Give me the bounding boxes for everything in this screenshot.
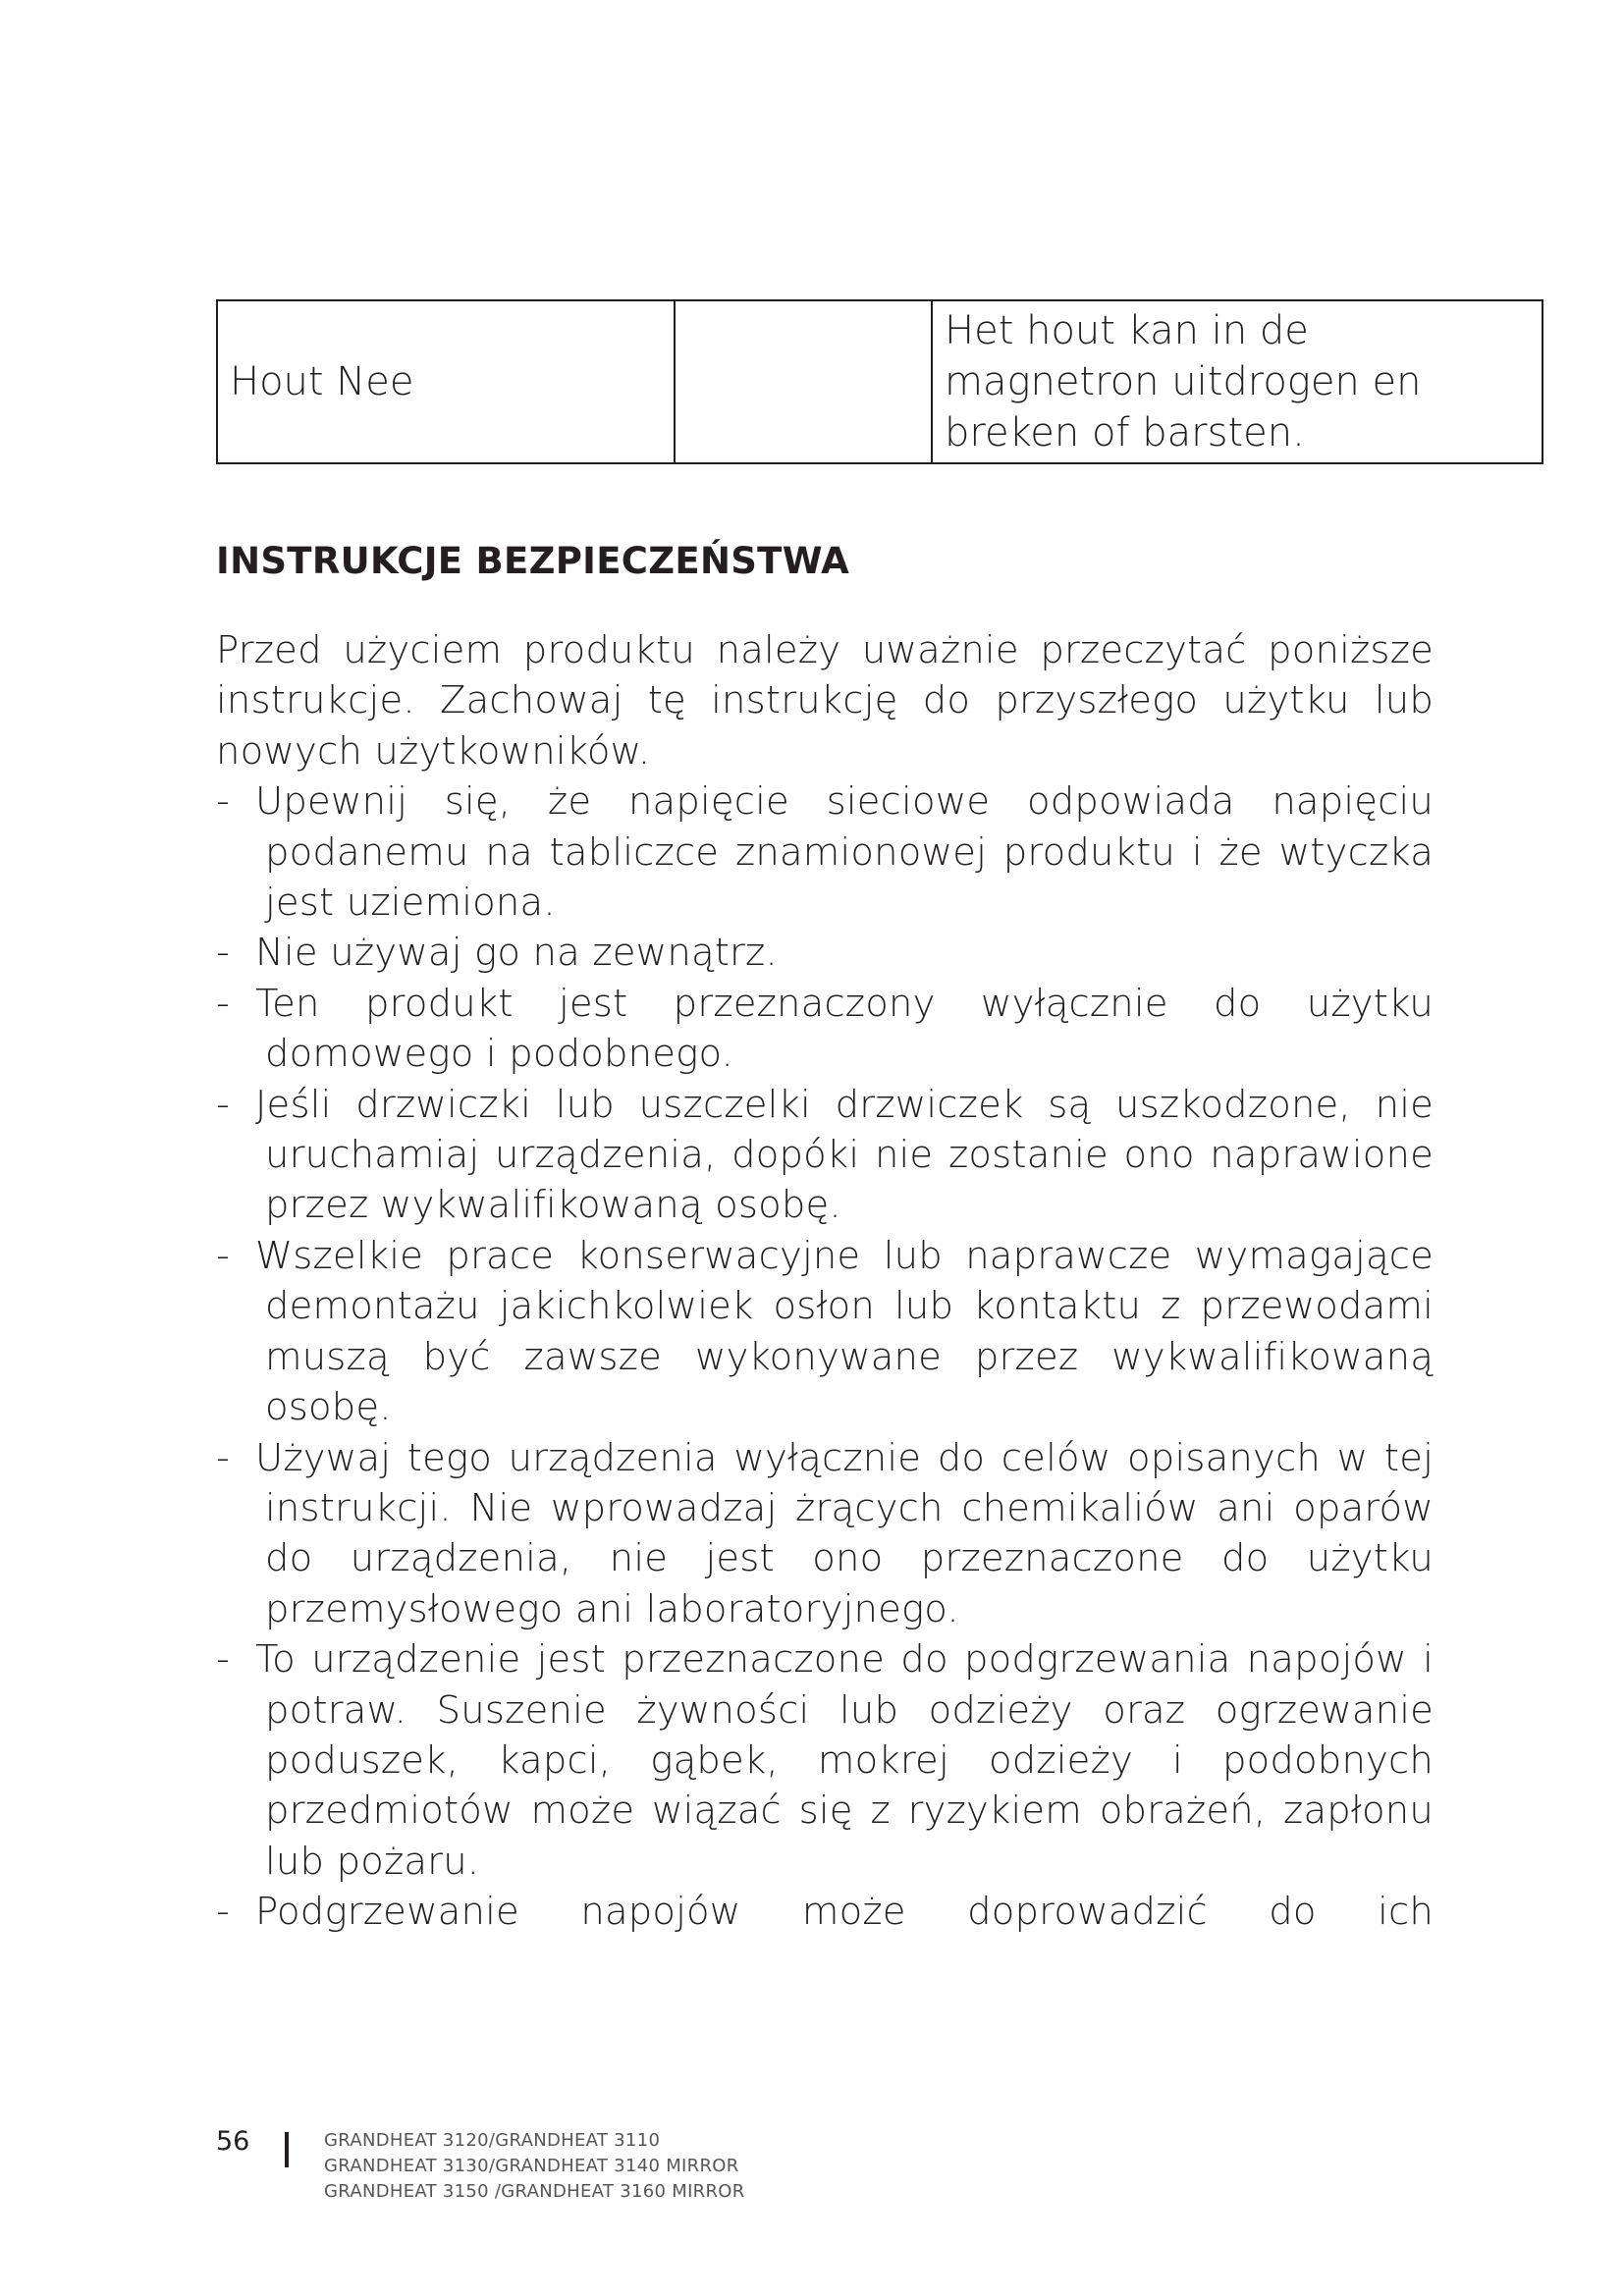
list-item-text: Ten produkt jest przeznaczony wyłącznie do użytku domowego i podobnego. (255, 981, 1434, 1077)
section-title: INSTRUKCJE BEZPIECZEŃSTWA (216, 540, 850, 582)
bullet-dash: - (216, 1233, 231, 1278)
bullet-dash: - (216, 1637, 231, 1682)
list-item-text: Upewnij się, że napięcie sieciowe odpowiada napięciu podanemu na tabliczce znamionowej produktu i że wtyczka jest uziemiona. (255, 779, 1434, 926)
list-item (216, 1887, 1434, 1937)
bullet-dash: - (216, 1435, 231, 1480)
bullet-dash: - (216, 779, 231, 825)
page-number: 56 (216, 2126, 250, 2157)
list-item-text: Wszelkie prace konserwacyjne lub naprawcze wymagające demontażu jakichkolwiek osłon lub kontaktu z przewodami muszą być zawsze wykonywane przez wykwalifikowaną osobę. (255, 1233, 1434, 1430)
list-item (216, 979, 1434, 1080)
bullet-dash: - (216, 1082, 231, 1127)
materials-table (216, 299, 1543, 464)
list-item-text: Nie używaj go na zewnątrz. (255, 931, 778, 976)
list-item-text: Podgrzewanie napojów może doprowadzić do ich (255, 1890, 1434, 1935)
list-item (216, 928, 1434, 978)
list-item-text: Używaj tego urządzenia wyłącznie do celów opisanych w tej instrukcji. Nie wprowadzaj żrących chemikaliów ani oparów do urządzenia, nie jest ono przeznaczone do użytku przemysłowego ani laboratoryjnego. (255, 1435, 1434, 1631)
list-item (216, 1231, 1434, 1433)
footer-divider (285, 2132, 289, 2167)
table-cell-suitable (675, 300, 932, 463)
bullet-dash: - (216, 931, 231, 976)
table-row (217, 300, 1543, 463)
list-item (216, 1634, 1434, 1887)
intro-paragraph: Przed użyciem produktu należy uważnie przeczytać poniższe instrukcje. Zachowaj tę instrukcję do przyszłego użytku lub nowych użytkowników. (216, 628, 1434, 774)
list-item (216, 1080, 1434, 1231)
bullet-dash: - (216, 981, 231, 1026)
section-body (216, 625, 1434, 1938)
list-item-text: To urządzenie jest przeznaczone do podgrzewania napojów i potraw. Suszenie żywności lub odzieży oraz ogrzewanie poduszek, kapci, gąbek, mokrej odzieży i podobnych przedmiotów może wiązać się z ryzykiem obrażeń, zapłonu lub pożaru. (255, 1637, 1434, 1884)
model-line: GRANDHEAT 3130/GRANDHEAT 3140 MIRROR (324, 2156, 739, 2176)
table-cell-material: Hout Nee (217, 300, 675, 463)
table-cell-remark: Het hout kan in de magnetron uitdrogen en breken of barsten. (932, 300, 1543, 463)
list-item-text: Jeśli drzwiczki lub uszczelki drzwiczek są uszkodzone, nie uruchamiaj urządzenia, dopóki nie zostanie ono naprawione przez wykwalifikowaną osobę. (255, 1082, 1434, 1228)
list-item (216, 1433, 1434, 1635)
model-line: GRANDHEAT 3120/GRANDHEAT 3110 (324, 2130, 661, 2151)
model-list (324, 2128, 745, 2205)
safety-list (216, 776, 1434, 1937)
bullet-dash: - (216, 1890, 231, 1935)
list-item (216, 776, 1434, 928)
model-line: GRANDHEAT 3150 /GRANDHEAT 3160 MIRROR (324, 2181, 745, 2202)
